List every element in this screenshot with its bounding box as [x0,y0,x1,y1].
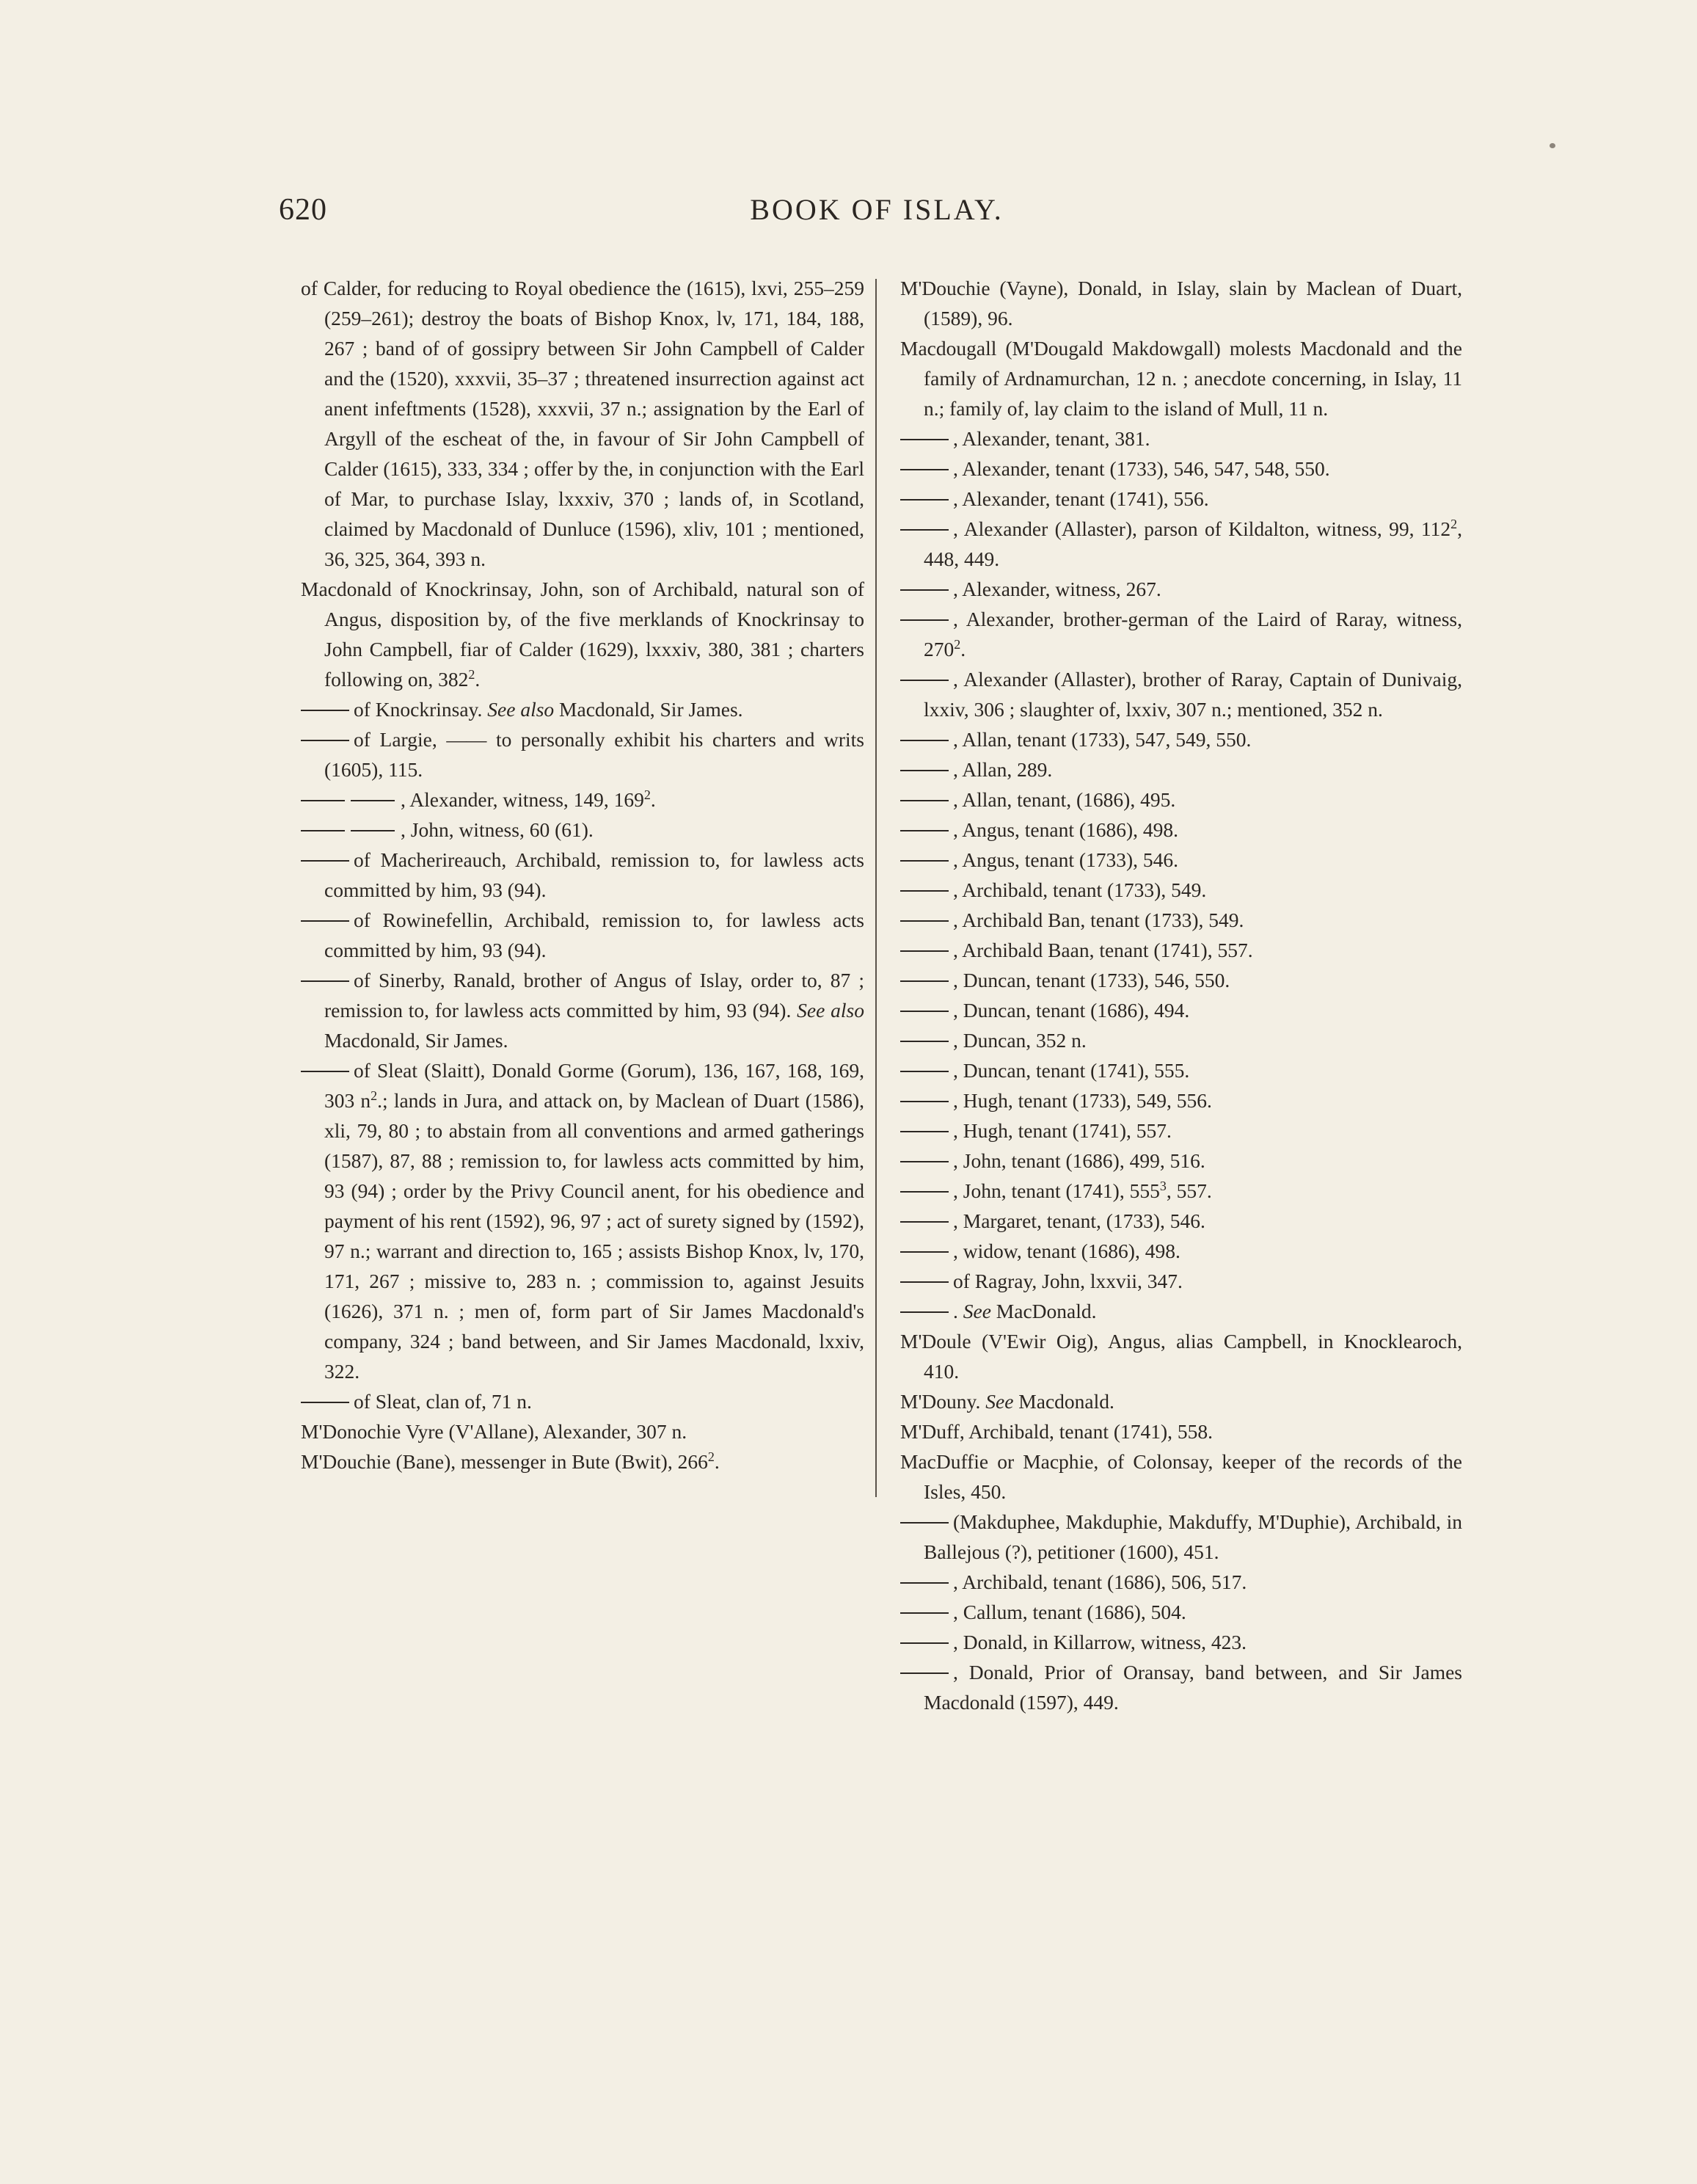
index-column-left [301,273,864,1477]
page-header [279,192,1475,236]
index-subentry: , Alexander, tenant (1741), 556. [900,484,1462,514]
running-title: BOOK OF ISLAY. [750,193,1004,226]
ditto-dash [900,589,949,591]
ink-speck [1550,143,1555,148]
ditto-dash [301,860,349,862]
ditto-dash [900,469,949,470]
index-subentry: , Alexander, witness, 149, $169^2$. [301,785,864,815]
index-subentry: of Sleat (Slaitt), Donald Gorme (Gorum), 136, 167, 168, 169, 303 $n^2$.; lands in Jura, and attack on, by Maclean of Duart (1586), xli, 79, 80 ; to abstain from all conventions and armed gatherings (1587), 87, 88 ; remission to, for lawless acts committed by him, 93 (94) ; order by the Privy Council anent, for his obedience and payment of his rent (1592), 96, 97 ; act of surety signed by (1592), 97 n.; warrant and direction to, 165 ; assists Bishop Knox, lv, 170, 171, 267 ; missive to, 283 n. ; commission to, against Jesuits (1626), 371 n. ; men of, form part of Sir James Macdonald's company, 324 ; band between, and Sir James Macdonald, lxxiv, 322. [301,1055,864,1386]
ditto-dash [900,1311,949,1313]
ditto-dash [900,740,949,741]
ditto-dash [900,1191,949,1193]
index-entry: M'Doule (V'Ewir Oig), Angus, alias Campbell, in Knocklearoch, 410. [900,1330,1462,1383]
ditto-dash [900,1251,949,1253]
index-subentry: , Allan, tenant (1733), 547, 549, 550. [900,724,1462,754]
index-entry: MacDuffie or Macphie, of Colonsay, keeper of the records of the Isles, 450. [900,1450,1462,1503]
index-subentry: , Archibald Baan, tenant (1741), 557. [900,935,1462,965]
index-subentry: , Duncan, tenant (1686), 494. [900,995,1462,1025]
index-subentry: of Largie, —— to personally exhibit his charters and writs (1605), 115. [301,724,864,785]
ditto-dash [900,499,949,500]
ditto-dash [900,1612,949,1614]
index-subentry: , Duncan, tenant (1733), 546, 550. [900,965,1462,995]
index-entry: Macdougall (M'Dougald Makdowgall) molests Macdonald and the family of Ardnamurchan, 12 n. ; anecdote concerning, in Islay, 11 n.; family of, lay claim to the island of Mull, 11 n. [900,337,1462,420]
index-subentry: , Archibald Ban, tenant (1733), 549. [900,905,1462,935]
index-subentry: , Duncan, 352 n. [900,1025,1462,1055]
index-entry: of Calder, for reducing to Royal obedience the (1615), lxvi, 255–259 (259–261); destroy the boats of Bishop Knox, lv, 171, 184, 188, 267 ; band of of gossipry between Sir John Campbell of Calder and the (1520), xxxvii, 35–37 ; threatened insurrection against act anent infeftments (1528), xxxvii, 37 n.; assignation by the Earl of Argyll of the escheat of the, in favour of Sir John Campbell of Calder (1615), 333, 334 ; offer by the, in conjunction with the Earl of Mar, to purchase Islay, lxxxiv, 370 ; lands of, in Scotland, claimed by Macdonald of Dunluce (1596), xliv, 101 ; mentioned, 36, 325, 364, 393 n. [301,277,864,570]
ditto-dash [900,860,949,862]
ditto-dash [301,980,349,982]
index-subentry: , John, witness, 60 (61). [301,815,864,845]
ditto-dash [900,1642,949,1644]
index-entry: M'Donochie Vyre (V'Allane), Alexander, 307 n. [301,1420,687,1443]
ditto-dash [900,1131,949,1132]
index-subentry: , Donald, Prior of Oransay, band between, and Sir James Macdonald (1597), 449. [900,1657,1462,1717]
ditto-dash [900,1071,949,1072]
ditto-dash [900,950,949,952]
ditto-dash [900,1582,949,1584]
index-subentry: , John, tenant (1741), $555^3$, 557. [900,1176,1462,1206]
index-subentry: , Alexander, witness, 267. [900,574,1462,604]
index-subentry: , Archibald, tenant (1686), 506, 517. [900,1567,1462,1597]
index-subentry: , Alexander, brother-german of the Laird of Raray, witness, $270^2$. [900,604,1462,664]
ditto-dash [900,1041,949,1042]
index-subentry: , Archibald, tenant (1733), 549. [900,875,1462,905]
index-subentry: , Margaret, tenant, (1733), 546. [900,1206,1462,1236]
index-subentry: , Duncan, tenant (1741), 555. [900,1055,1462,1085]
ditto-dash [900,1281,949,1283]
index-entry: M'Douchie (Vayne), Donald, in Islay, slain by Maclean of Duart, (1589), 96. [900,277,1462,330]
ditto-dash [900,1221,949,1223]
ditto-dash [900,920,949,922]
index-subentry: , Alexander, tenant (1733), 546, 547, 548, 550. [900,454,1462,484]
index-subentry: , Callum, tenant (1686), 504. [900,1597,1462,1627]
index-subentry: , Allan, tenant, (1686), 495. [900,785,1462,815]
ditto-dash [301,800,345,801]
ditto-dash [900,1672,949,1674]
ditto-dash [900,529,949,531]
ditto-dash [900,1101,949,1102]
index-subentry: , Angus, tenant (1733), 546. [900,845,1462,875]
page-number: 620 [279,193,327,227]
index-subentry: , Allan, 289. [900,754,1462,785]
ditto-dash [900,800,949,801]
index-subentry: , Donald, in Killarrow, witness, 423. [900,1627,1462,1657]
ditto-dash [900,1522,949,1524]
ditto-dash [900,439,949,440]
index-column-right [900,273,1462,1717]
index-entry: M'Douny. See Macdonald. [900,1390,1114,1413]
index-entry: M'Duff, Archibald, tenant (1741), 558. [900,1420,1214,1443]
ditto-dash [900,890,949,892]
ditto-dash [301,830,345,831]
index-subentry: , John, tenant (1686), 499, 516. [900,1146,1462,1176]
ditto-dash [900,770,949,771]
ditto-dash [301,710,349,711]
index-subentry: , Alexander, tenant, 381. [900,423,1462,454]
ditto-dash [301,1402,349,1403]
index-subentry: of Ragray, John, lxxvii, 347. [900,1266,1462,1296]
index-subentry: of Knockrinsay. See also Macdonald, Sir James. [301,694,864,724]
column-divider [875,279,877,1497]
index-subentry: , Angus, tenant (1686), 498. [900,815,1462,845]
index-subentry: of Macherireauch, Archibald, remission to, for lawless acts committed by him, 93 (94). [301,845,864,905]
ditto-dash [351,830,395,831]
index-entry: Macdonald of Knockrinsay, John, son of Archibald, natural son of Angus, disposition by, of the five merklands of Knockrinsay to John Campbell, fiar of Calder (1629), lxxxiv, 380, 381 ; charters following on, $382^2$. [301,578,864,691]
ditto-dash [301,920,349,922]
index-entry: M'Douchie (Bane), messenger in Bute (Bwit), $266^2$. [301,1449,720,1473]
index-subentry: of Sinerby, Ranald, brother of Angus of Islay, order to, 87 ; remission to, for lawless acts committed by him, 93 (94). See also Macdonald, Sir James. [301,965,864,1055]
ditto-dash [900,680,949,681]
ditto-dash [900,980,949,982]
index-subentry: of Sleat, clan of, 71 n. [301,1386,864,1416]
index-subentry: , Hugh, tenant (1741), 557. [900,1115,1462,1146]
ditto-dash [351,800,395,801]
index-subentry: , Alexander (Allaster), brother of Raray, Captain of Dunivaig, lxxiv, 306 ; slaughter of, lxxiv, 307 n.; mentioned, 352 n. [900,664,1462,724]
index-subentry: of Rowinefellin, Archibald, remission to, for lawless acts committed by him, 93 (94). [301,905,864,965]
index-subentry: . See MacDonald. [900,1296,1462,1326]
ditto-dash [900,830,949,831]
ditto-dash [900,1011,949,1012]
index-subentry: , Alexander (Allaster), parson of Kildalton, witness, 99, $112^2$, 448, 449. [900,514,1462,574]
ditto-dash [301,1071,349,1072]
ditto-dash [301,740,349,741]
index-subentry: (Makduphee, Makduphie, Makduffy, M'Duphie), Archibald, in Ballejous (?), petitioner (1600), 451. [900,1507,1462,1567]
index-subentry: , Hugh, tenant (1733), 549, 556. [900,1085,1462,1115]
ditto-dash [900,619,949,621]
index-subentry: , widow, tenant (1686), 498. [900,1236,1462,1266]
ditto-dash [900,1161,949,1162]
